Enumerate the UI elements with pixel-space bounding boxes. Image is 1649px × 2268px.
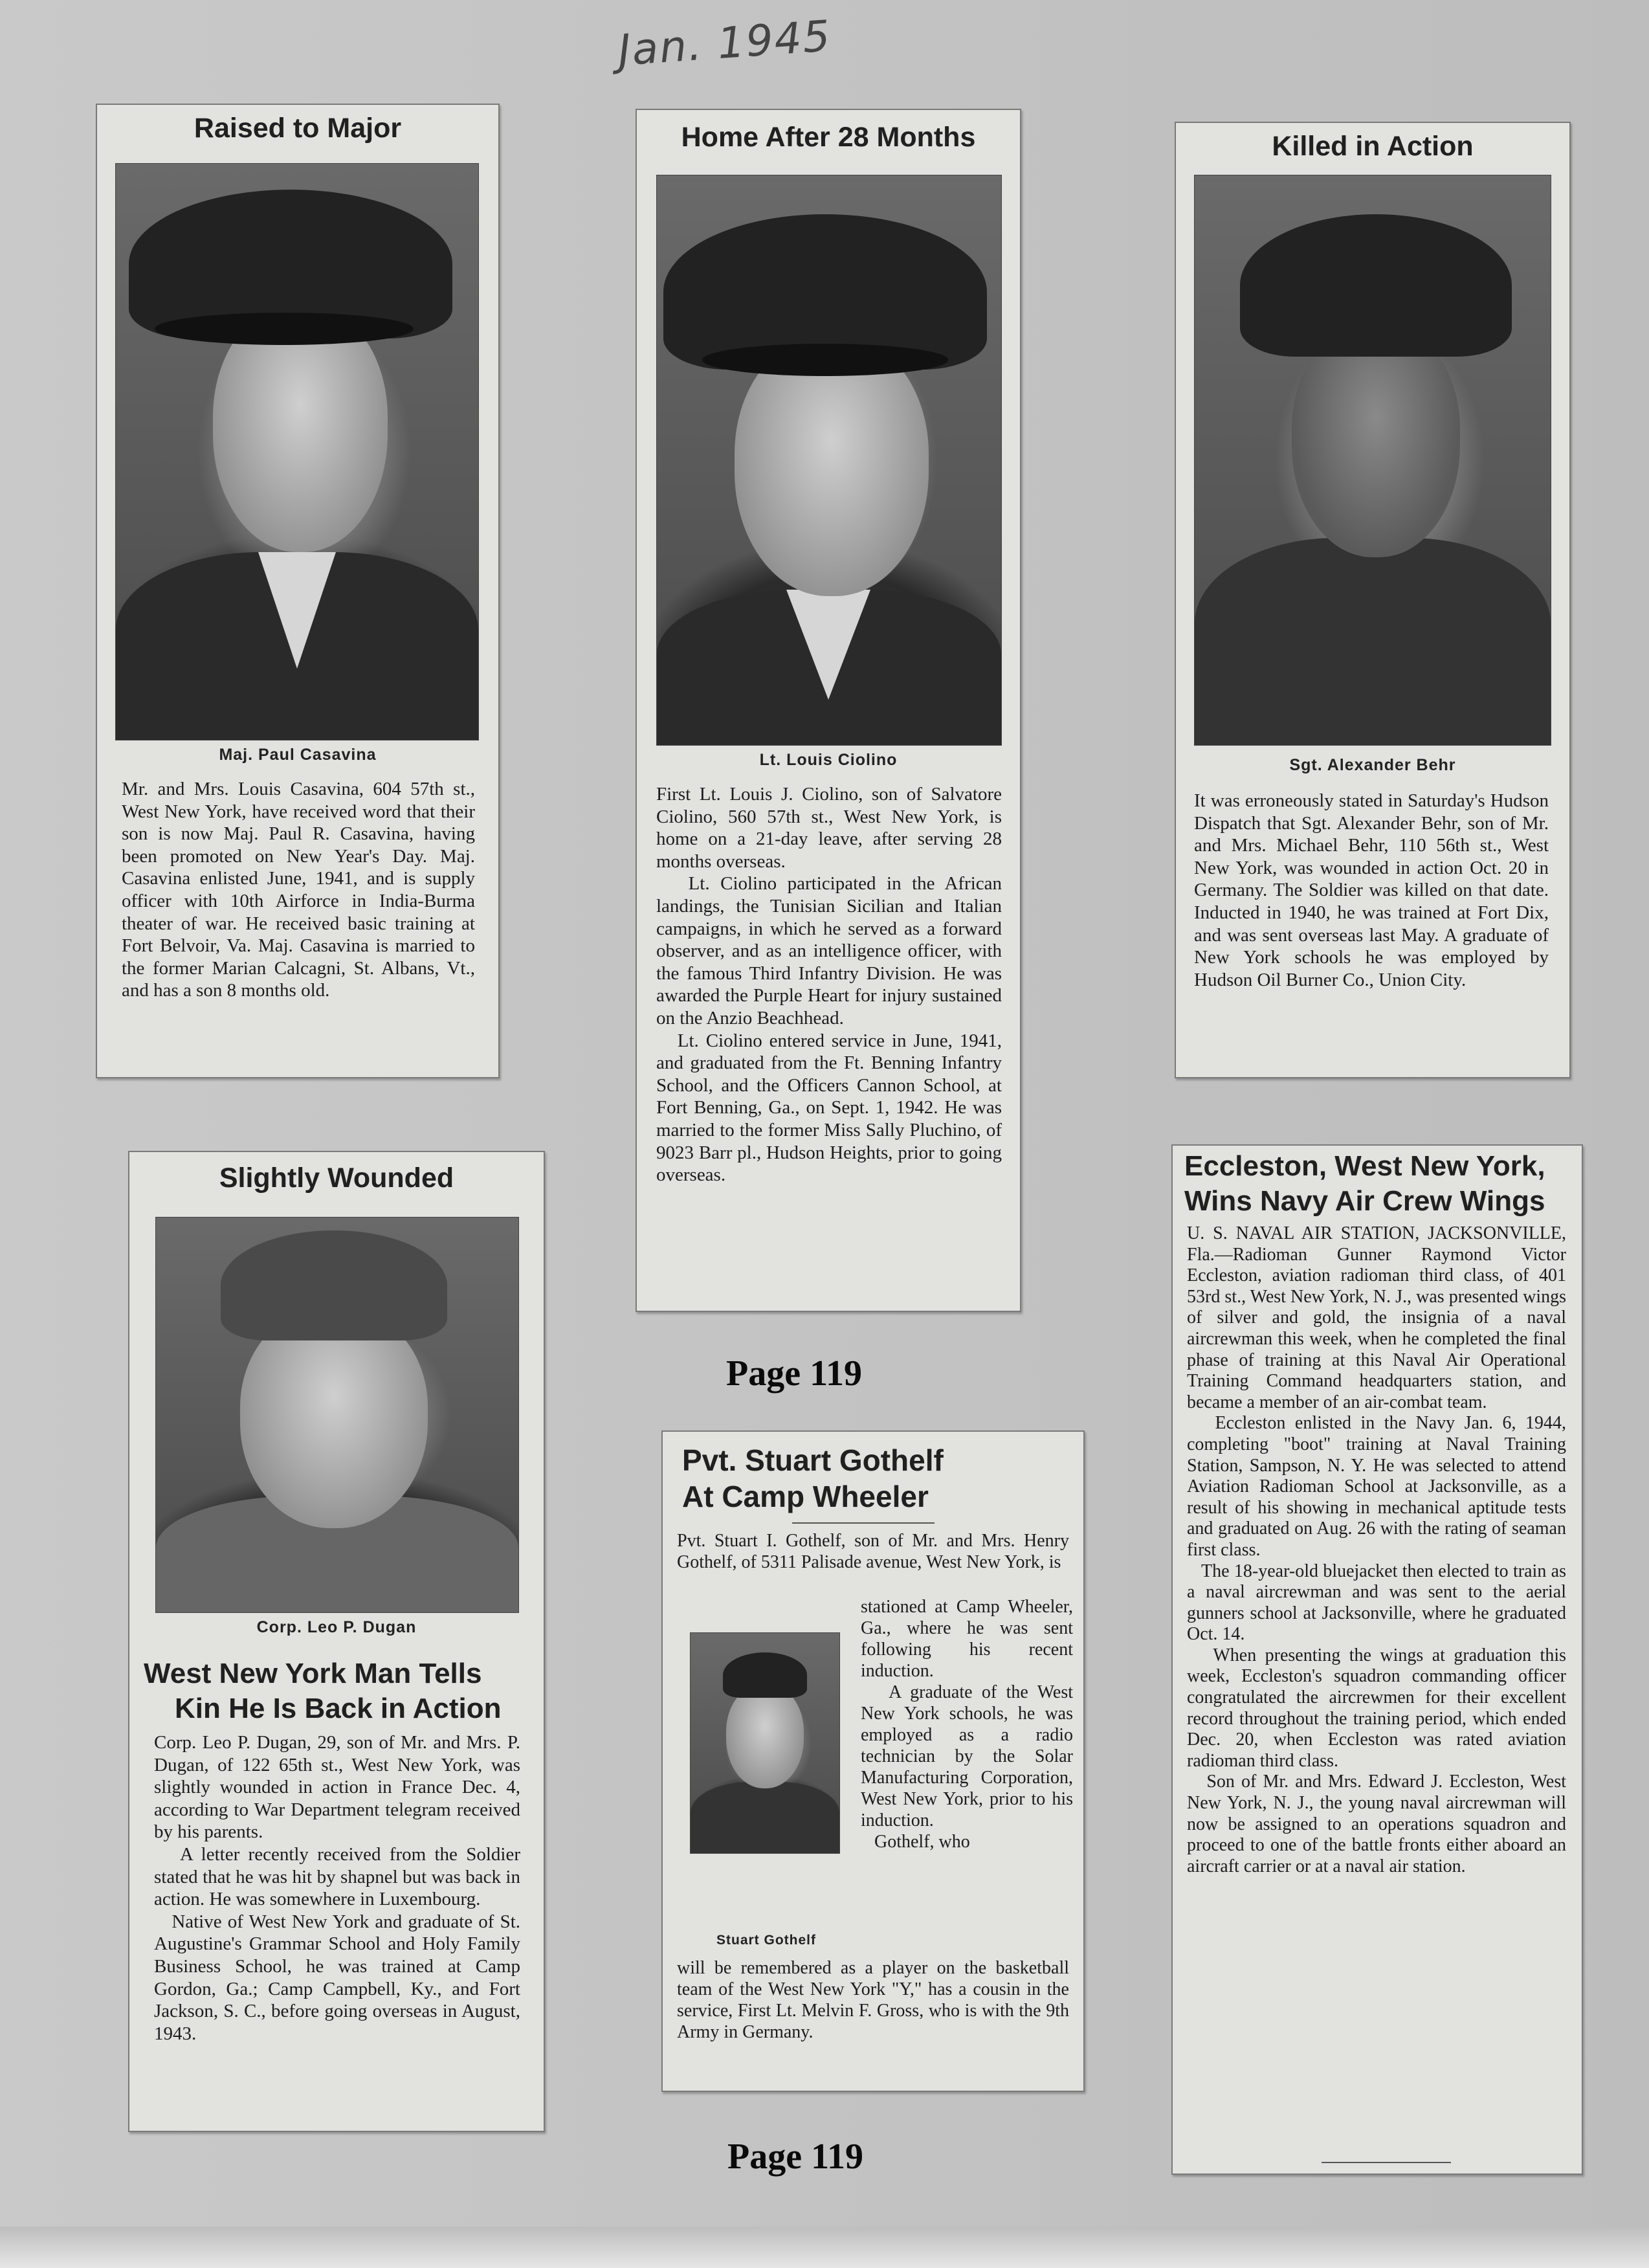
portrait-photo bbox=[115, 163, 479, 740]
article-body-bottom: will be remembered as a player on the basketball team of the West New York "Y," has a cousin in the service, First Lt. Melvin F. Gross, who is with the 9th Army in Germany. bbox=[677, 1958, 1074, 2042]
article-body: U. S. NAVAL AIR STATION, JACKSONVILLE, Fla.—Radioman Gunner Raymond Victor Eccleston, aviation radioman third class, of 401 53rd st., West New York, N. J., was presented wings of silver and gold, the insignia of a naval aircrewman this week, when he completed the final phase of training at this Naval Air Operational Training Command headquarters station, and became a member of an air-combat team. Eccleston enlisted in the Navy Jan. 6, 1944, completing "boot" training at Naval Training Station, Sampson, N. Y. He was selected to attend Aviation Radioman School at Jacksonville, as a result of his showing in mechanical aptitude tests and graduated on Aug. 26 with the rating of seaman first class. The 18-year-old bluejacket then elected to train as a naval aircrewman and was sent to the aerial gunners school at Jacksonville, where he graduated Oct. 14. When presenting the wings at graduation this week, Eccleston's squadron commanding officer congratulated the aircrewmen for their excellent record throughout the training period, which ended Dec. 20, when Eccleston was rated aviation radioman third class. Son of Mr. and Mrs. Edward J. Eccleston, West New York, N. J., the young naval aircrewman will now be assigned to an operations squadron and proceed to one of the battle fronts either aboard an aircraft carrier or at a naval air station. bbox=[1187, 1223, 1567, 1876]
cap-visor bbox=[702, 344, 948, 376]
clipping-headline: Killed in Action bbox=[1272, 131, 1474, 162]
portrait-photo bbox=[155, 1217, 519, 1613]
photo-caption: Lt. Louis Ciolino bbox=[759, 751, 898, 769]
clipping-headline: Pvt. Stuart Gothelf bbox=[682, 1443, 944, 1477]
handwritten-date: Jan. 1945 bbox=[616, 10, 833, 76]
end-rule bbox=[1322, 2162, 1451, 2163]
army-cap bbox=[1240, 214, 1512, 357]
photo-caption: Corp. Leo P. Dugan bbox=[256, 1618, 417, 1636]
clipping-headline: Raised to Major bbox=[194, 113, 402, 144]
clipping-eccleston-navy-wings bbox=[1171, 1144, 1583, 2175]
clipping-headline: Wins Navy Air Crew Wings bbox=[1184, 1185, 1545, 1217]
clipping-pvt-stuart-gothelf bbox=[661, 1430, 1085, 2092]
face bbox=[726, 1685, 804, 1788]
photo-caption: Stuart Gothelf bbox=[716, 1933, 816, 1948]
clipping-headline: Slightly Wounded bbox=[219, 1162, 454, 1194]
clipping-home-after-28-months bbox=[636, 109, 1021, 1312]
clipping-subheadline: West New York Man Tells bbox=[144, 1658, 482, 1689]
clipping-subheadline: Kin He Is Back in Action bbox=[175, 1693, 502, 1724]
article-body: It was erroneously stated in Saturday's Hudson Dispatch that Sgt. Alexander Behr, son of Mr. and Mrs. Michael Behr, 110 56th st., West New York, was wounded in action Oct. 20 in Germany. The Soldier was killed on that date. Inducted in 1940, he was trained at Fort Dix, and was sent overseas last May. A graduate of New York schools he was employed by Hudson Oil Burner Co., Union City. bbox=[1194, 790, 1554, 990]
face bbox=[735, 337, 929, 596]
article-body: Corp. Leo P. Dugan, 29, son of Mr. and Mrs. P. Dugan, of 122 65th st., West New York, was slightly wounded in action in France Dec. 4, according to War Department telegram received by his parents. A letter recently received from the Soldier stated that he was hit by shapnel but was back in action. He was somewhere in Luxembourg. Native of West New York and graduate of St. Augustine's Grammar School and Holy Family Business School, he was trained at Camp Gordon, Ga.; Camp Campbell, Ky., and Fort Jackson, S. C., before going overseas in August, 1943. bbox=[154, 1732, 521, 2044]
page-number-label: Page 119 bbox=[726, 1353, 862, 1394]
portrait-photo bbox=[1194, 175, 1551, 746]
headline-rule bbox=[792, 1522, 935, 1524]
article-body: First Lt. Louis J. Ciolino, son of Salvatore Ciolino, 560 57th st., West New York, is home on a 21-day leave, after serving 28 months overseas. Lt. Ciolino participated in the African landings, the Tunisian Sicilian and Italian campaigns, in which he served as a forward observer, and as an intelligence officer, with the famous Third Infantry Division. He was awarded the Purple Heart for injury sustained on the Anzio Beachhead. Lt. Ciolino entered service in June, 1941, and graduated from the Ft. Benning Infantry School, and the Officers Cannon School, at Fort Benning, Ga., on Sept. 1, 1942. He was married to the former Miss Sally Pluchino, of 9023 Barr pl., Hudson Heights, prior to going overseas. bbox=[656, 784, 1002, 1186]
photo-caption: Sgt. Alexander Behr bbox=[1289, 756, 1456, 774]
clipping-headline: At Camp Wheeler bbox=[682, 1480, 929, 1513]
uniform-coat bbox=[691, 1782, 839, 1854]
face bbox=[1292, 324, 1460, 557]
page-bottom-edge bbox=[0, 2227, 1649, 2268]
clipping-headline: Home After 28 Months bbox=[681, 122, 976, 153]
uniform-coat bbox=[1195, 538, 1551, 746]
page-number-label: Page 119 bbox=[727, 2137, 863, 2177]
clipping-raised-to-major bbox=[96, 104, 500, 1078]
portrait-photo bbox=[690, 1632, 840, 1854]
article-body-top: Pvt. Stuart I. Gothelf, son of Mr. and Mrs. Henry Gothelf, of 5311 Palisade avenue, West New York, is bbox=[677, 1531, 1074, 1572]
article-body-side: stationed at Camp Wheeler, Ga., where he was sent following his recent induction. A graduate of the West New York schools, he was employed as a radio technician by the Solar Manufacturing Corporation, West New York, prior to his induction. Gothelf, who bbox=[861, 1597, 1073, 1852]
garrison-cap bbox=[221, 1230, 447, 1340]
cap-visor bbox=[155, 313, 414, 345]
portrait-photo bbox=[656, 175, 1002, 746]
face bbox=[240, 1308, 428, 1528]
photo-caption: Maj. Paul Casavina bbox=[219, 746, 377, 764]
clipping-killed-in-action bbox=[1175, 122, 1571, 1078]
garrison-cap bbox=[723, 1652, 807, 1698]
clipping-slightly-wounded bbox=[128, 1151, 545, 2132]
clipping-headline: Eccleston, West New York, bbox=[1184, 1150, 1545, 1182]
article-body: Mr. and Mrs. Louis Casavina, 604 57th st., West New York, have received word that their son is now Maj. Paul R. Casavina, having been promoted on New Year's Day. Maj. Casavina enlisted June, 1941, and is supply officer with 10th Airforce in India-Burma theater of war. He received basic training at Fort Belvoir, Va. Maj. Casavina is married to the former Marian Calcagni, St. Albans, Vt., and has a son 8 months old. bbox=[122, 779, 480, 1001]
